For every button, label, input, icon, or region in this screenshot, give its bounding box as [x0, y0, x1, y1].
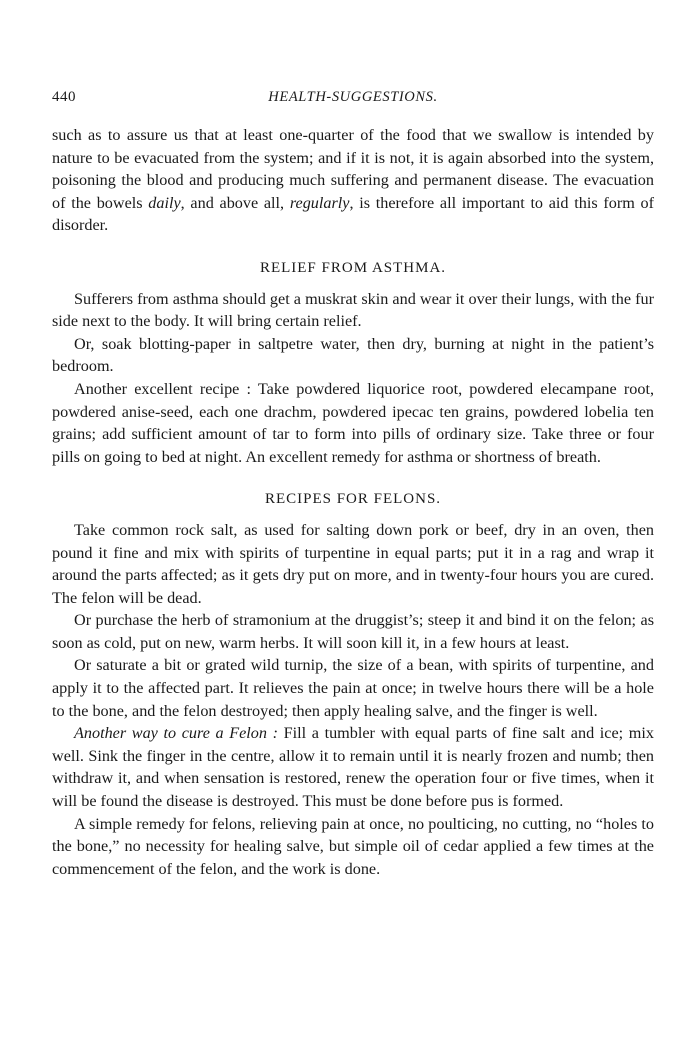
- asthma-paragraph: Or, soak blotting-paper in saltpetre water, then dry, burning at night in the patient’s bedroom.: [52, 334, 654, 376]
- intro-paragraph: such as to assure us that at least one-quarter of the food that we swallow is intended by nature to be evacuated from the system; and if it is not, it is again absorbed into the system, poisoning the blood and producing much suffering and permanent disease. The evacuation of the bowels daily, and above all, regularly, is therefore all important to aid this form of disorder.: [52, 126, 655, 235]
- felons-italic-paragraph: Another way to cure a Felon : Fill a tumbler with equal parts of fine salt and ice; mix well. Sink the finger in the centre, allow it to remain until it is nearly frozen and numb; then withdraw it, and when sensation is restored, renew the operation four or five times, when it will be found the disease is destroyed. This must be done before pus is formed.: [52, 724, 654, 811]
- asthma-paragraph: Sufferers from asthma should get a muskrat skin and wear it over their lungs, with the fur side next to the body. It will bring certain relief.: [52, 289, 654, 331]
- running-title: HEALTH-SUGGESTIONS.: [268, 89, 438, 105]
- section-heading-felons: RECIPES FOR FELONS.: [264, 491, 442, 508]
- book-page: [52, 86, 654, 880]
- section-heading-asthma: RELIEF FROM ASTHMA.: [259, 259, 447, 276]
- felons-paragraph: Take common rock salt, as used for salting down pork or beef, dry in an oven, then pound it fine and mix with spirits of turpentine in equal parts; put it in a rag and wrap it around the parts affected; as it gets dry put on more, and in twenty-four hours you are cured. The felon will be dead.: [52, 520, 654, 607]
- felons-paragraph: Or saturate a bit or grated wild turnip, the size of a bean, with spirits of turpentine, and apply it to the affected part. It relieves the pain at once; in twelve hours there will be a hole to the bone, and the felon destroyed; then apply healing salve, and the finger is well.: [52, 656, 654, 720]
- asthma-paragraph: Another excellent recipe : Take powdered liquorice root, powdered elecampane root, powdered anise-seed, each one drachm, powdered ipecac ten grains, powdered lobelia ten grains; add sufficient amount of tar to form into pills of ordinary size. Take three or four pills on going to bed at night. An excellent remedy for asthma or shortness of breath.: [52, 379, 654, 466]
- felons-paragraph: Or purchase the herb of stramonium at the druggist’s; steep it and bind it on the felon; as soon as cold, put on new, warm herbs. It will soon kill it, in a few hours at least.: [52, 611, 654, 652]
- felons-paragraph: A simple remedy for felons, relieving pain at once, no poulticing, no cutting, no “holes to the bone,” no necessity for healing salve, but simple oil of cedar applied a few times at the commencement of the felon, and the work is done.: [52, 814, 654, 878]
- page-number: 440: [52, 89, 76, 105]
- running-head: [52, 86, 654, 110]
